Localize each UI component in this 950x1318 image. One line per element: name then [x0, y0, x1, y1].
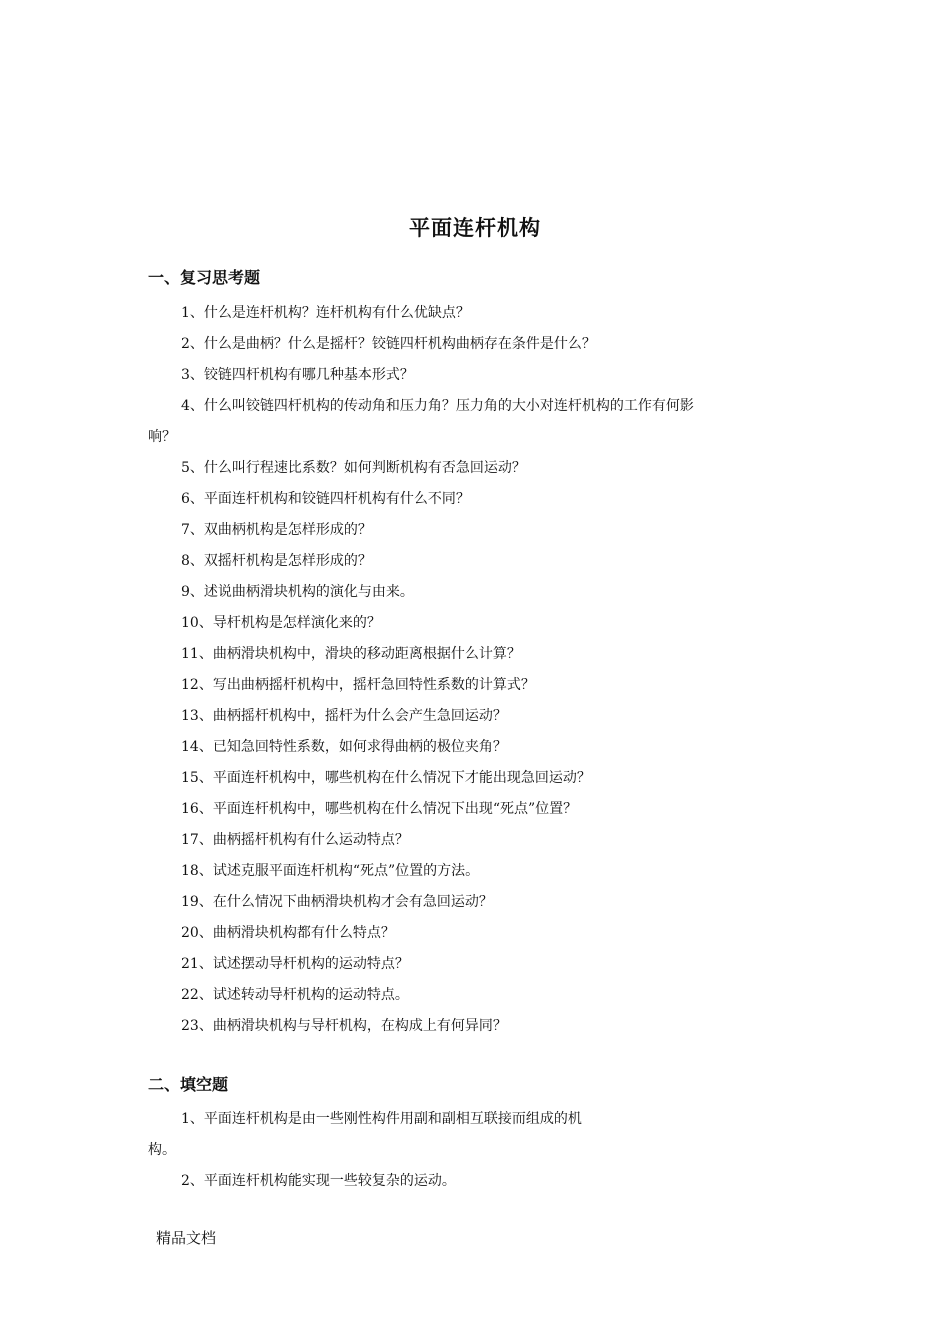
question-item: 15、平面连杆机构中，哪些机构在什么情况下才能出现急回运动？ [181, 770, 591, 786]
fill-blank-item: 2、平面连杆机构能实现一些较复杂的运动。 [181, 1173, 456, 1189]
footer-watermark-text: 精品文档 [156, 1229, 217, 1247]
question-item: 4、什么叫铰链四杆机构的传动角和压力角？压力角的大小对连杆机构的工作有何影 [181, 398, 694, 414]
question-item: 6、平面连杆机构和铰链四杆机构有什么不同？ [181, 491, 470, 507]
question-item: 9、述说曲柄滑块机构的演化与由来。 [181, 584, 414, 600]
question-continuation: 响？ [148, 429, 176, 445]
question-item: 2、什么是曲柄？什么是摇杆？铰链四杆机构曲柄存在条件是什么？ [181, 336, 596, 352]
question-item: 16、平面连杆机构中，哪些机构在什么情况下出现“死点”位置？ [181, 801, 578, 817]
question-item: 19、在什么情况下曲柄滑块机构才会有急回运动？ [181, 894, 493, 910]
question-item: 7、双曲柄机构是怎样形成的？ [181, 522, 372, 538]
page-title: 平面连杆机构 [409, 216, 541, 240]
question-item: 3、铰链四杆机构有哪几种基本形式？ [181, 367, 414, 383]
question-item: 14、已知急回特性系数，如何求得曲柄的极位夹角？ [181, 739, 507, 755]
question-item: 10、导杆机构是怎样演化来的？ [181, 615, 381, 631]
question-item: 11、曲柄滑块机构中，滑块的移动距离根据什么计算？ [181, 646, 521, 662]
question-item: 12、写出曲柄摇杆机构中，摇杆急回特性系数的计算式？ [181, 677, 535, 693]
question-item: 8、双摇杆机构是怎样形成的？ [181, 553, 372, 569]
fill-blank-continuation: 构。 [148, 1142, 176, 1158]
question-item: 21、试述摆动导杆机构的运动特点？ [181, 956, 409, 972]
question-item: 5、什么叫行程速比系数？如何判断机构有否急回运动？ [181, 460, 526, 476]
question-item: 20、曲柄滑块机构都有什么特点？ [181, 925, 395, 941]
section-heading-fill-blank: 二、填空题 [148, 1075, 229, 1094]
question-item: 13、曲柄摇杆机构中，摇杆为什么会产生急回运动？ [181, 708, 507, 724]
question-item: 17、曲柄摇杆机构有什么运动特点？ [181, 832, 409, 848]
section-heading-review: 一、复习思考题 [148, 268, 261, 287]
question-item: 18、试述克服平面连杆机构“死点”位置的方法。 [181, 863, 480, 879]
fill-blank-item: 1、平面连杆机构是由一些刚性构件用副和副相互联接而组成的机 [181, 1111, 582, 1127]
question-item: 22、试述转动导杆机构的运动特点。 [181, 987, 409, 1003]
question-item: 1、什么是连杆机构？连杆机构有什么优缺点？ [181, 305, 470, 321]
question-item: 23、曲柄滑块机构与导杆机构，在构成上有何异同？ [181, 1018, 507, 1034]
